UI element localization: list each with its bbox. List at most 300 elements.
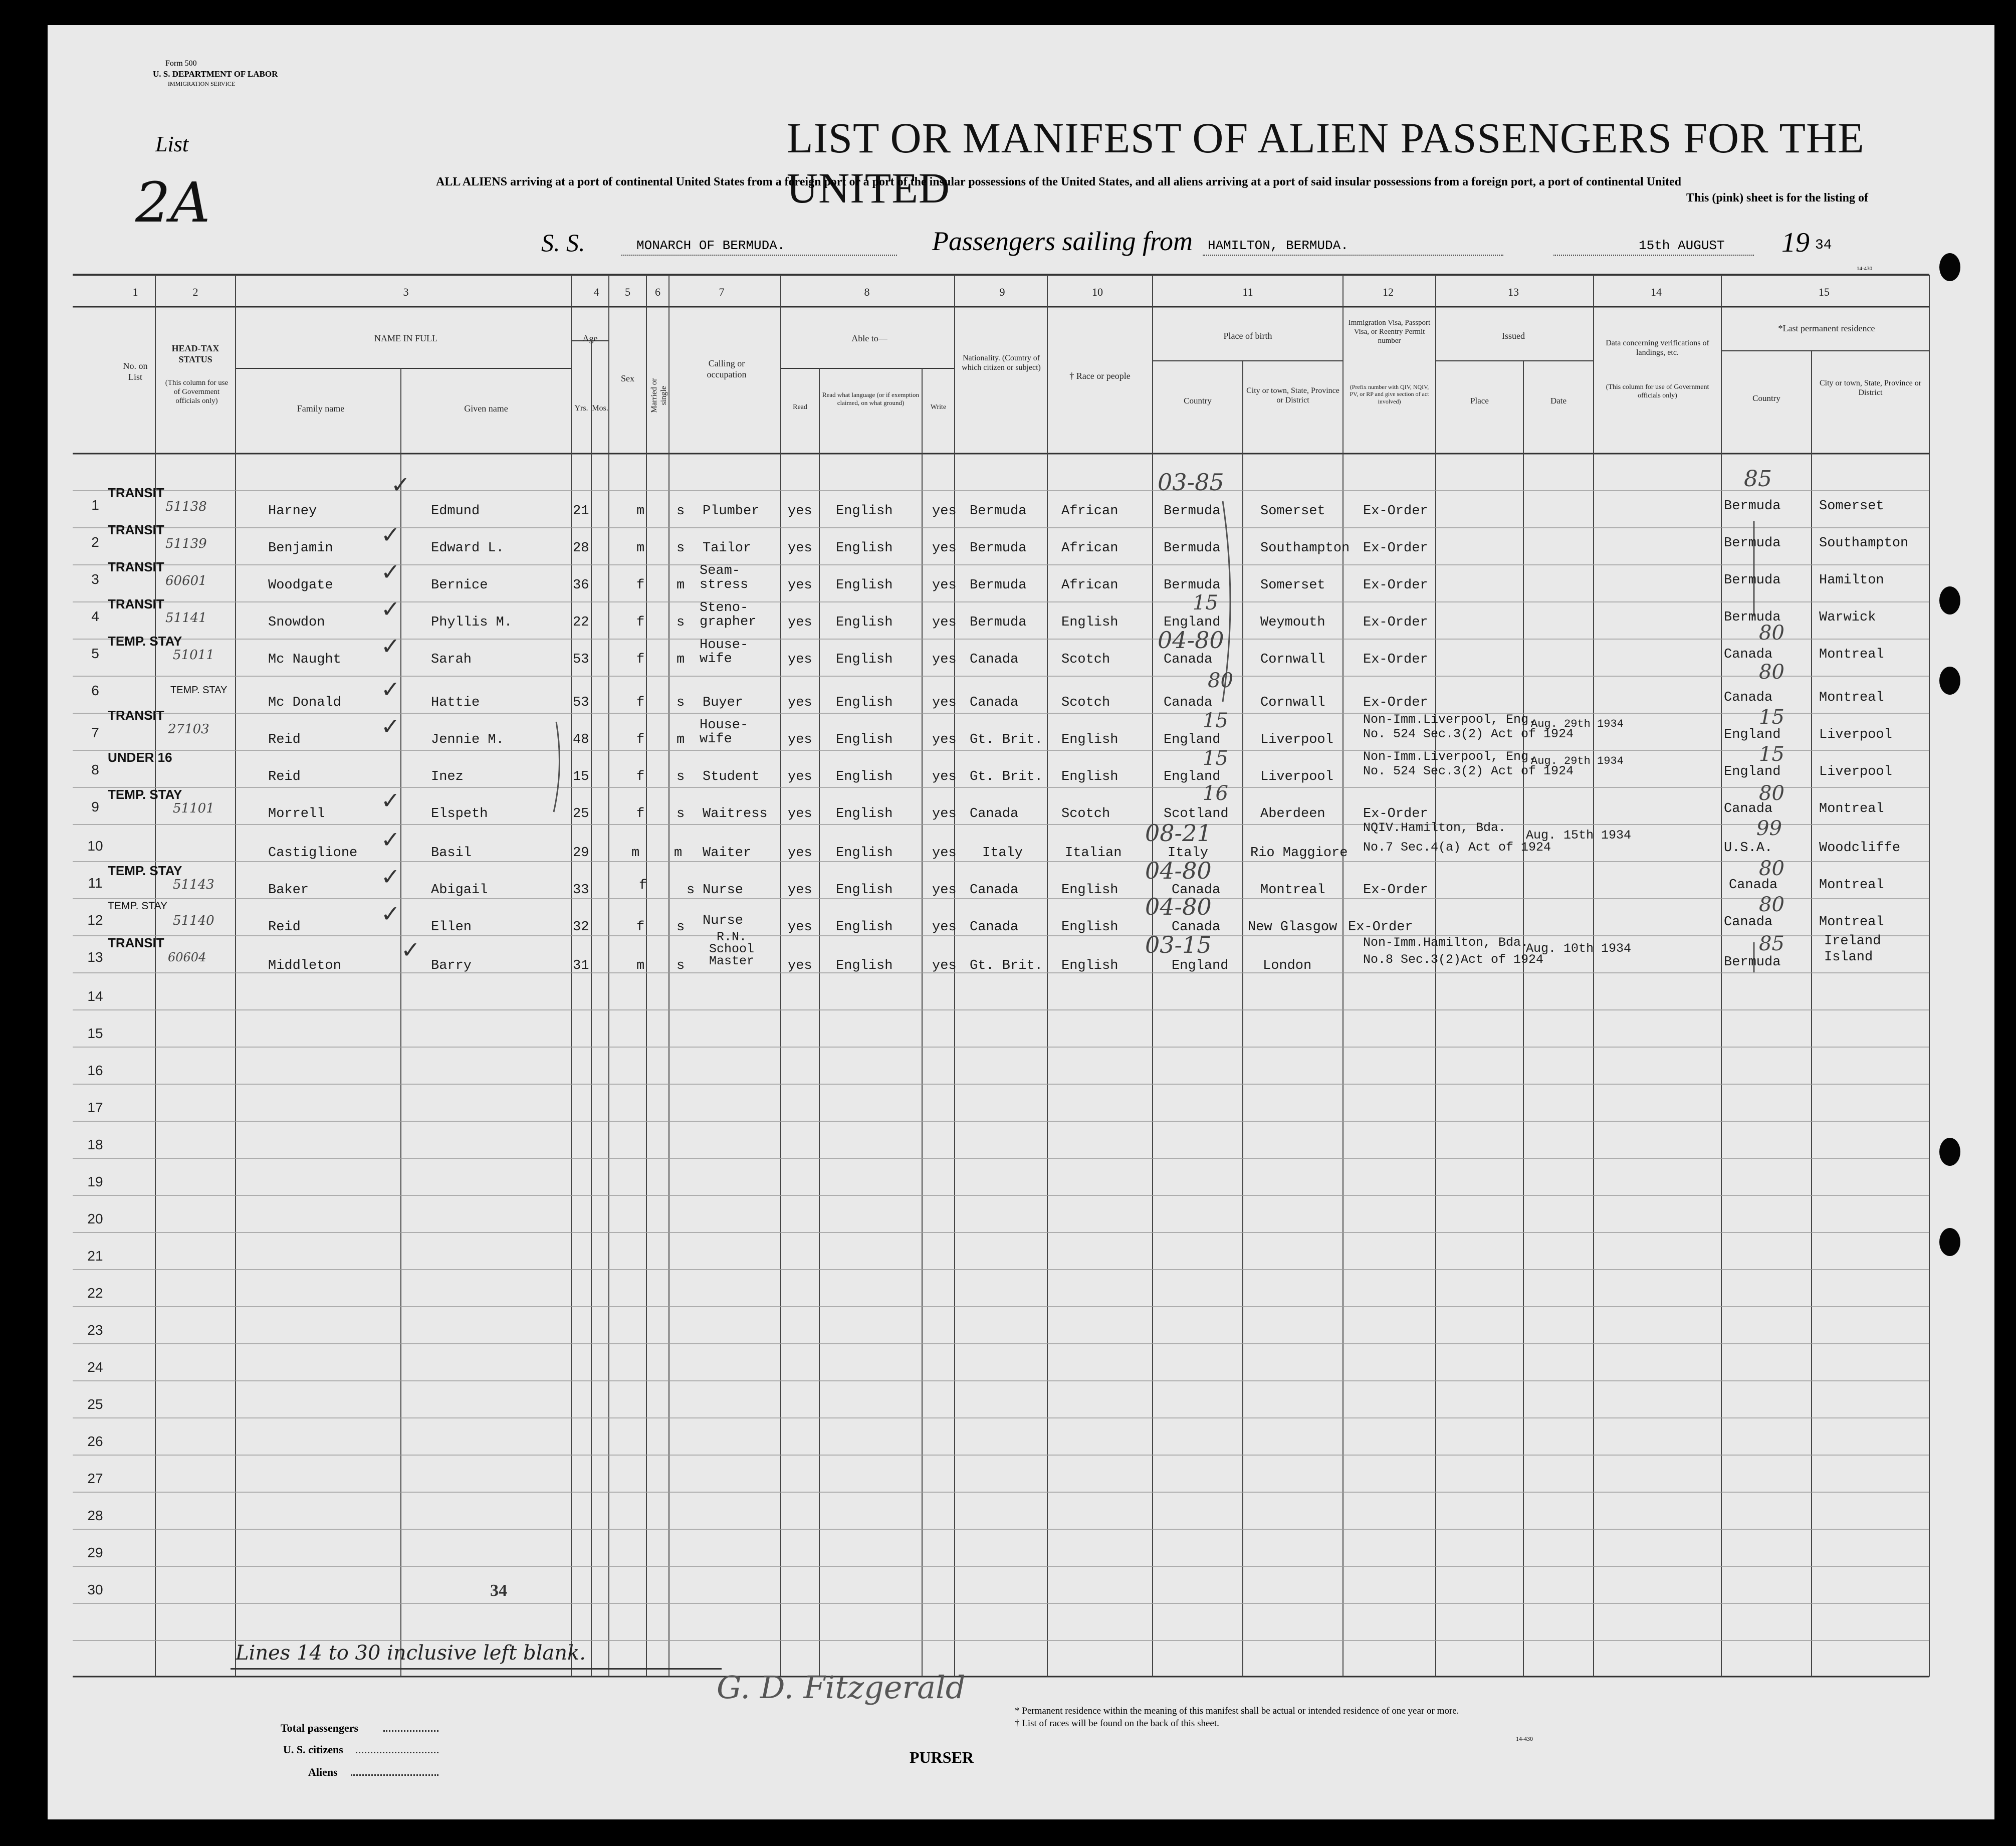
birth-city: Liverpool bbox=[1260, 732, 1333, 747]
occupation: Waiter bbox=[703, 846, 752, 861]
header-visa: Immigration Visa, Passport Visa, or Reentry Permit number bbox=[1348, 319, 1431, 345]
footnote-races: † List of races will be found on the back of this sheet. bbox=[1015, 1718, 1219, 1729]
handwritten-code: 80 bbox=[1759, 661, 1784, 684]
header-visa-note: (Prefix number with QIV, NQIV, PV, or RP and give section of act involved) bbox=[1350, 383, 1429, 405]
nationality: Canada bbox=[970, 652, 1019, 667]
given-name: Sarah bbox=[431, 652, 472, 667]
residence-country: England bbox=[1724, 764, 1781, 779]
given-name: Elspeth bbox=[431, 806, 488, 822]
header-place-of-birth: Place of birth bbox=[1223, 331, 1272, 341]
nationality: Gt. Brit. bbox=[970, 769, 1043, 784]
header-res-city: City or town, State, Province or District bbox=[1819, 379, 1922, 397]
header-issued-date: Date bbox=[1550, 396, 1567, 405]
check-mark-icon: ✓ bbox=[381, 787, 400, 814]
purser-label: PURSER bbox=[910, 1748, 974, 1766]
birth-country: Canada bbox=[1172, 883, 1221, 898]
list-number: 2A bbox=[135, 170, 210, 235]
header-issued: Issued bbox=[1502, 331, 1525, 341]
occupation: House-wife bbox=[700, 638, 749, 667]
birth-country: Canada bbox=[1164, 652, 1213, 667]
given-name: Phyllis M. bbox=[431, 615, 513, 630]
handwritten-code: 99 bbox=[1756, 817, 1782, 840]
language: English bbox=[836, 695, 893, 710]
residence-city: Montreal bbox=[1819, 878, 1884, 893]
race: African bbox=[1061, 504, 1118, 519]
aliens-dots bbox=[351, 1774, 438, 1776]
age-years: 21 bbox=[573, 504, 589, 519]
port-name: HAMILTON, BERMUDA. bbox=[1208, 238, 1349, 253]
handwritten-code: 15 bbox=[1193, 591, 1218, 614]
col-number: 3 bbox=[403, 286, 409, 298]
row-number: 23 bbox=[87, 1322, 103, 1338]
nationality: Canada bbox=[970, 883, 1019, 898]
col-number: 9 bbox=[999, 286, 1005, 298]
sex: f bbox=[636, 615, 645, 630]
residence-city: Liverpool bbox=[1819, 764, 1892, 779]
given-name: Edmund bbox=[431, 504, 480, 519]
residence-country: Canada bbox=[1724, 801, 1773, 816]
given-name: Abigail bbox=[431, 883, 488, 898]
family-name: Mc Donald bbox=[268, 695, 341, 710]
residence-city: Montreal bbox=[1819, 647, 1884, 662]
head-tax-status: TEMP. STAY bbox=[108, 634, 182, 649]
can-read: yes bbox=[788, 504, 812, 519]
language: English bbox=[836, 883, 893, 898]
can-read: yes bbox=[788, 652, 812, 667]
header-res-country: Country bbox=[1752, 393, 1780, 403]
occupation: Student bbox=[703, 769, 760, 784]
handwritten-code: 04-80 bbox=[1145, 893, 1212, 920]
family-name: Middleton bbox=[268, 958, 341, 973]
header-head-tax: HEAD-TAX STATUS bbox=[171, 343, 219, 364]
manifest-subtitle: ALL ALIENS arriving at a port of continental United States from a foreign port or a port of the insular possessions of the United States, and all aliens arriving at a port of said insular possessions from a foreign port, a port of continental United bbox=[436, 175, 1681, 188]
header-no-on-list: No. on List bbox=[123, 361, 148, 382]
check-mark-icon: ✓ bbox=[391, 471, 410, 498]
marital-status: s bbox=[677, 769, 685, 784]
handwritten-code: 80 bbox=[1759, 857, 1784, 880]
head-tax-status: TRANSIT bbox=[108, 522, 164, 537]
occupation: Nurse bbox=[703, 883, 744, 898]
handwritten-code: 15 bbox=[1759, 743, 1784, 766]
row-number: 22 bbox=[87, 1285, 103, 1301]
age-years: 53 bbox=[573, 695, 589, 710]
header-nationality: Nationality. (Country of which citizen or subject) bbox=[962, 354, 1041, 372]
header-given-name: Given name bbox=[464, 403, 508, 414]
sex: f bbox=[639, 878, 647, 893]
marital-status: s bbox=[677, 958, 685, 973]
race: Scotch bbox=[1061, 652, 1110, 667]
visa-issued-date: Aug. 29th 1934 bbox=[1531, 755, 1624, 767]
birth-city: Somerset bbox=[1260, 578, 1325, 593]
row-number: 9 bbox=[91, 799, 99, 814]
col-number: 5 bbox=[625, 286, 630, 298]
row-number: 6 bbox=[91, 683, 99, 698]
language: English bbox=[836, 732, 893, 747]
can-write: yes bbox=[932, 769, 957, 784]
age-years: 36 bbox=[573, 578, 589, 593]
handwritten-code: 15 bbox=[1203, 747, 1228, 770]
check-mark-icon: ✓ bbox=[381, 900, 400, 927]
row-number: 26 bbox=[87, 1433, 103, 1449]
col-number: 2 bbox=[192, 286, 198, 298]
can-write: yes bbox=[932, 504, 957, 519]
residence-city: Montreal bbox=[1819, 801, 1884, 816]
blank-lines-note: Lines 14 to 30 inclusive left blank. bbox=[236, 1642, 586, 1665]
can-write: yes bbox=[932, 652, 957, 667]
race: English bbox=[1061, 883, 1118, 898]
nationality: Bermuda bbox=[970, 504, 1027, 519]
residence-country: Bermuda bbox=[1724, 955, 1781, 970]
birth-country: England bbox=[1164, 615, 1221, 630]
row-number: 28 bbox=[87, 1508, 103, 1523]
purser-signature: G. D. Fitzgerald bbox=[717, 1669, 966, 1706]
ship-name: MONARCH OF BERMUDA. bbox=[636, 238, 785, 253]
row-number: 11 bbox=[88, 875, 103, 891]
family-name: Harney bbox=[268, 504, 317, 519]
handwritten-code: 03-15 bbox=[1145, 931, 1212, 958]
age-years: 15 bbox=[573, 769, 589, 784]
race: Scotch bbox=[1061, 806, 1110, 822]
visa-section: No. 524 Sec.3(2) Act of 1924 bbox=[1363, 764, 1574, 778]
handwritten-code: 03-85 bbox=[1158, 469, 1224, 496]
given-name: Inez bbox=[431, 769, 464, 784]
race: English bbox=[1061, 958, 1118, 973]
head-tax-number: 51011 bbox=[173, 648, 214, 663]
check-mark-icon: ✓ bbox=[381, 713, 400, 740]
row-number: 13 bbox=[87, 949, 103, 965]
row-number: 7 bbox=[91, 725, 99, 740]
residence-city: Somerset bbox=[1819, 499, 1884, 514]
row-number: 17 bbox=[87, 1100, 103, 1115]
header-calling: Calling or occupation bbox=[707, 358, 747, 379]
total-passengers-label: Total passengers bbox=[281, 1722, 359, 1734]
residence-city: Ireland Island bbox=[1824, 934, 1881, 965]
race: African bbox=[1061, 578, 1118, 593]
can-read: yes bbox=[788, 541, 812, 556]
marital-status: s bbox=[687, 883, 695, 898]
visa-number: Ex-Order bbox=[1363, 578, 1428, 593]
race: Italian bbox=[1065, 846, 1122, 861]
age-years: 31 bbox=[573, 958, 589, 973]
col-number: 15 bbox=[1819, 286, 1830, 298]
header-able-to: Able to— bbox=[851, 333, 887, 343]
family-name: Woodgate bbox=[268, 578, 333, 593]
residence-country: Canada bbox=[1724, 647, 1773, 662]
header-read-language: Read what language (or if exemption claimed, on what ground) bbox=[822, 391, 920, 406]
can-read: yes bbox=[788, 806, 812, 822]
sex: m bbox=[636, 958, 645, 973]
check-mark-icon: ✓ bbox=[401, 936, 420, 963]
row-number: 19 bbox=[87, 1174, 103, 1189]
language: English bbox=[836, 769, 893, 784]
race: English bbox=[1061, 920, 1118, 935]
handwritten-code: 08-21 bbox=[1145, 819, 1212, 847]
nationality: Canada bbox=[970, 806, 1019, 822]
head-tax-status: TRANSIT bbox=[108, 485, 164, 500]
nationality: Canada bbox=[970, 920, 1019, 935]
visa-issued-date: Aug. 15th 1934 bbox=[1526, 828, 1632, 843]
visa-issued-date: Aug. 10th 1934 bbox=[1526, 941, 1632, 956]
marital-status: m bbox=[677, 578, 685, 593]
head-tax-status: TRANSIT bbox=[108, 935, 164, 950]
header-write: Write bbox=[930, 403, 947, 411]
col-number: 10 bbox=[1092, 286, 1103, 298]
visa-number: Ex-Order bbox=[1363, 615, 1428, 630]
row-number: 12 bbox=[87, 912, 103, 928]
given-name: Hattie bbox=[431, 695, 480, 710]
marital-status: s bbox=[677, 806, 685, 822]
age-years: 32 bbox=[573, 920, 589, 935]
head-tax-status: TRANSIT bbox=[108, 559, 164, 574]
row-number: 30 bbox=[87, 1582, 103, 1597]
birth-country: Canada bbox=[1164, 695, 1213, 710]
head-tax-status: TRANSIT bbox=[108, 596, 164, 611]
row-number: 15 bbox=[87, 1025, 103, 1041]
can-write: yes bbox=[932, 806, 957, 822]
col-number: 12 bbox=[1383, 286, 1394, 298]
blank-lines-underline bbox=[231, 1668, 722, 1670]
col-number: 4 bbox=[593, 286, 599, 298]
language: English bbox=[836, 504, 893, 519]
can-read: yes bbox=[788, 846, 812, 861]
header-read: Read bbox=[793, 403, 807, 411]
header-last-residence: *Last permanent residence bbox=[1778, 323, 1875, 333]
sex: f bbox=[636, 920, 645, 935]
language: English bbox=[836, 652, 893, 667]
birth-city: Southampton bbox=[1260, 541, 1350, 556]
visa-number: NQIV.Hamilton, Bda. bbox=[1363, 821, 1506, 835]
head-tax-status: UNDER 16 bbox=[108, 750, 172, 765]
page-number: 34 bbox=[490, 1581, 507, 1600]
birth-country: Italy bbox=[1168, 846, 1209, 861]
marital-status: m bbox=[677, 652, 685, 667]
check-mark-icon: ✓ bbox=[381, 676, 400, 703]
occupation: House-wife bbox=[700, 718, 749, 747]
handwritten-code: 04-80 bbox=[1145, 857, 1212, 884]
row-number: 5 bbox=[91, 646, 99, 661]
birth-city: Montreal bbox=[1260, 883, 1325, 898]
sex: m bbox=[636, 504, 645, 519]
row-number: 21 bbox=[87, 1248, 103, 1264]
can-read: yes bbox=[788, 958, 812, 973]
sex: m bbox=[636, 541, 645, 556]
marital-status: s bbox=[677, 920, 685, 935]
head-tax-status: TEMP. STAY bbox=[170, 685, 228, 696]
birth-city: Weymouth bbox=[1260, 615, 1325, 630]
sex: f bbox=[636, 806, 645, 822]
birth-country: England bbox=[1172, 958, 1229, 973]
nationality: Gt. Brit. bbox=[970, 732, 1043, 747]
visa-number: Ex-Order bbox=[1363, 806, 1428, 822]
handwritten-code: 85 bbox=[1744, 466, 1772, 492]
row-number: 27 bbox=[87, 1471, 103, 1486]
given-name: Edward L. bbox=[431, 541, 504, 556]
header-race: † Race or people bbox=[1069, 371, 1131, 381]
residence-country: Bermuda bbox=[1724, 536, 1781, 551]
residence-country: Bermuda bbox=[1724, 573, 1781, 588]
can-write: yes bbox=[932, 920, 957, 935]
head-tax-number: 51141 bbox=[165, 610, 207, 626]
birth-city: London bbox=[1263, 958, 1312, 973]
col-number: 6 bbox=[655, 286, 660, 298]
check-mark-icon: ✓ bbox=[381, 826, 400, 853]
handwritten-code: 80 bbox=[1208, 669, 1233, 692]
language: English bbox=[836, 920, 893, 935]
row-number: 10 bbox=[87, 838, 103, 854]
year-suffix: 34 bbox=[1815, 238, 1832, 253]
marital-status: s bbox=[677, 615, 685, 630]
occupation: Tailor bbox=[703, 541, 752, 556]
form-code: 14-430 bbox=[1857, 266, 1873, 272]
sailing-label: Passengers sailing from bbox=[932, 226, 1193, 256]
sex: f bbox=[636, 732, 645, 747]
visa-issued-date: Aug. 29th 1934 bbox=[1531, 718, 1624, 730]
header-issued-place: Place bbox=[1470, 396, 1489, 405]
birth-city: Somerset bbox=[1260, 504, 1325, 519]
head-tax-number: 60601 bbox=[165, 573, 207, 588]
handwritten-code: 80 bbox=[1759, 622, 1784, 645]
birth-country: Bermuda bbox=[1164, 504, 1221, 519]
head-tax-number: 27103 bbox=[168, 722, 209, 737]
family-name: Reid bbox=[268, 732, 301, 747]
can-read: yes bbox=[788, 732, 812, 747]
residence-country: U.S.A. bbox=[1724, 841, 1773, 856]
occupation: Waitress bbox=[703, 806, 768, 822]
header-family-name: Family name bbox=[297, 403, 345, 414]
sailing-date: 15th AUGUST bbox=[1639, 238, 1725, 253]
col-number: 7 bbox=[719, 286, 725, 298]
header-birth-country: Country bbox=[1184, 396, 1212, 405]
family-name: Morrell bbox=[268, 806, 325, 822]
language: English bbox=[836, 806, 893, 822]
handwritten-code: 04-80 bbox=[1158, 627, 1224, 654]
aliens-label: Aliens bbox=[308, 1766, 338, 1778]
occupation: Plumber bbox=[703, 504, 760, 519]
row-number: 20 bbox=[87, 1211, 103, 1226]
visa-number: Ex-Order bbox=[1363, 541, 1428, 556]
birth-city: Liverpool bbox=[1260, 769, 1333, 784]
form-number: Form 500 bbox=[165, 59, 197, 68]
sex: m bbox=[631, 846, 640, 861]
nationality: Bermuda bbox=[970, 541, 1027, 556]
head-tax-number: 60604 bbox=[168, 950, 206, 964]
manifest-subtitle-2: This (pink) sheet is for the listing of bbox=[1686, 191, 1868, 204]
visa-number: Non-Imm.Hamilton, Bda. bbox=[1363, 935, 1529, 950]
occupation: Buyer bbox=[703, 695, 744, 710]
marital-status: m bbox=[674, 846, 683, 861]
age-years: 33 bbox=[573, 883, 589, 898]
visa-section: No.7 Sec.4(a) Act of 1924 bbox=[1363, 840, 1551, 855]
birth-city: Rio Maggiore bbox=[1250, 846, 1348, 861]
col-number: 8 bbox=[864, 286, 870, 298]
birth-country: Bermuda bbox=[1164, 541, 1221, 556]
handwritten-code: 15 bbox=[1203, 709, 1228, 732]
us-citizens-dots bbox=[356, 1752, 438, 1753]
footer-form-code: 14-430 bbox=[1516, 1735, 1533, 1742]
age-years: 53 bbox=[573, 652, 589, 667]
race: Scotch bbox=[1061, 695, 1110, 710]
head-tax-status: TEMP. STAY bbox=[108, 787, 182, 802]
marital-status: s bbox=[677, 695, 685, 710]
visa-number: Ex-Order bbox=[1348, 920, 1413, 935]
department: U. S. DEPARTMENT OF LABOR bbox=[153, 69, 278, 79]
race: English bbox=[1061, 769, 1118, 784]
marital-status: s bbox=[677, 541, 685, 556]
birth-country: England bbox=[1164, 732, 1221, 747]
visa-section: No.8 Sec.3(2)Act of 1924 bbox=[1363, 952, 1544, 967]
header-name-in-full: NAME IN FULL bbox=[374, 333, 437, 343]
sex: f bbox=[636, 578, 645, 593]
head-tax-number: 51140 bbox=[173, 913, 214, 928]
race: English bbox=[1061, 615, 1118, 630]
col-number: 14 bbox=[1651, 286, 1662, 298]
family-name: Castiglione bbox=[268, 846, 358, 861]
residence-country: Canada bbox=[1724, 915, 1773, 930]
residence-city: Montreal bbox=[1819, 690, 1884, 705]
birth-country: Bermuda bbox=[1164, 578, 1221, 593]
residence-city: Liverpool bbox=[1819, 727, 1892, 742]
age-years: 48 bbox=[573, 732, 589, 747]
birth-city: New Glasgow bbox=[1248, 920, 1337, 935]
check-mark-icon: ✓ bbox=[381, 595, 400, 623]
language: English bbox=[836, 958, 893, 973]
row-number: 1 bbox=[91, 497, 99, 513]
can-write: yes bbox=[932, 732, 957, 747]
handwritten-code: 85 bbox=[1759, 932, 1784, 955]
can-read: yes bbox=[788, 695, 812, 710]
footnote-residence: * Permanent residence within the meaning of this manifest shall be actual or intended residence of one year or more. bbox=[1015, 1706, 1459, 1716]
header-birth-city: City or town, State, Province or District bbox=[1246, 386, 1339, 405]
row-number: 3 bbox=[91, 571, 99, 587]
family-name: Benjamin bbox=[268, 541, 333, 556]
age-years: 28 bbox=[573, 541, 589, 556]
occupation: Seam-stress bbox=[700, 563, 749, 593]
header-sex: Sex bbox=[621, 373, 634, 383]
head-tax-number: 51138 bbox=[165, 499, 207, 514]
birth-city: Cornwall bbox=[1260, 695, 1325, 710]
family-name: Baker bbox=[268, 883, 309, 898]
handwritten-code: 16 bbox=[1203, 782, 1228, 805]
check-mark-icon: ✓ bbox=[381, 863, 400, 890]
sex: f bbox=[636, 652, 645, 667]
residence-country: England bbox=[1724, 727, 1781, 742]
row-number: 29 bbox=[87, 1545, 103, 1560]
sex: f bbox=[636, 769, 645, 784]
col-number: 1 bbox=[132, 286, 138, 298]
language: English bbox=[836, 578, 893, 593]
row-number: 18 bbox=[87, 1137, 103, 1152]
nationality: Italy bbox=[982, 846, 1023, 861]
can-read: yes bbox=[788, 883, 812, 898]
row-number: 14 bbox=[87, 988, 103, 1004]
sex: f bbox=[636, 695, 645, 710]
can-read: yes bbox=[788, 769, 812, 784]
header-mos: Mos. bbox=[592, 404, 608, 413]
family-name: Reid bbox=[268, 769, 301, 784]
nationality: Canada bbox=[970, 695, 1019, 710]
handwritten-code: 80 bbox=[1759, 893, 1784, 916]
check-mark-icon: ✓ bbox=[381, 521, 400, 548]
residence-city: Southampton bbox=[1819, 536, 1909, 551]
nationality: Bermuda bbox=[970, 578, 1027, 593]
row-number: 2 bbox=[91, 534, 99, 550]
language: English bbox=[836, 541, 893, 556]
marital-status: m bbox=[677, 732, 685, 747]
check-mark-icon: ✓ bbox=[381, 633, 400, 660]
age-years: 25 bbox=[573, 806, 589, 822]
row-number: 24 bbox=[87, 1359, 103, 1375]
can-write: yes bbox=[932, 615, 957, 630]
